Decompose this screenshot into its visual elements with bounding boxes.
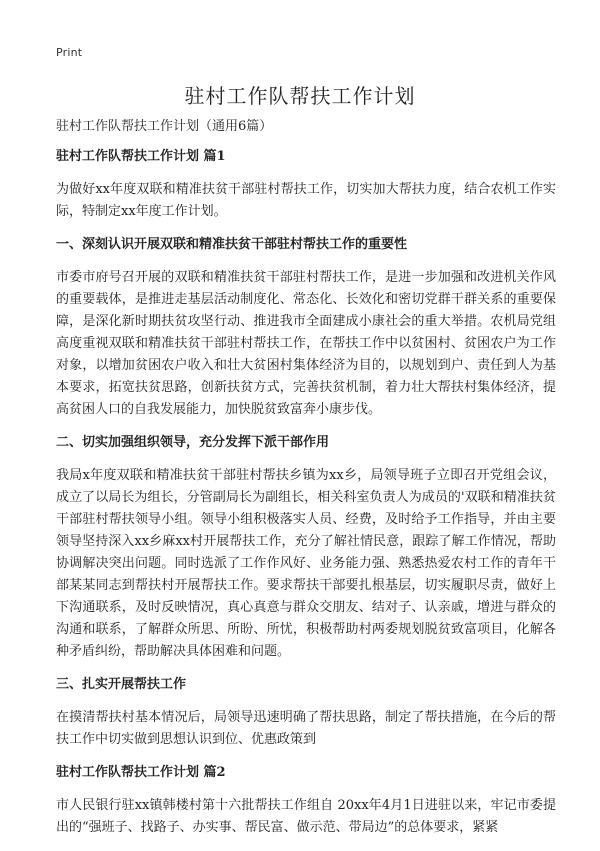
section-heading-3: 三、扎实开展帮扶工作 xyxy=(56,677,187,692)
paragraph: 在摸清帮扶村基本情况后，局领导迅速明确了帮扶思路，制定了帮扶措施，在今后的帮扶工作中切实做到思想认识到位、优惠政策到 xyxy=(56,710,556,747)
document-title: 驻村工作队帮扶工作计划 xyxy=(184,84,416,108)
paragraph: 市人民银行驻xx镇韩楼村第十六批帮扶工作组自 20xx年4月1日进驻以来，牢记市委提出的“强班子、找路子、办实事、帮民富、做示范、带局边”的总体要求，紧紧 xyxy=(56,798,556,835)
document-subtitle: 驻村工作队帮扶工作计划（通用6篇） xyxy=(56,119,273,134)
section-heading-1: 一、深刻认识开展双联和精准扶贫干部驻村帮扶工作的重要性 xyxy=(56,237,408,252)
section-heading-part2: 驻村工作队帮扶工作计划 篇2 xyxy=(56,765,226,780)
paragraph: 为做好xx年度双联和精准扶贫干部驻村帮扶工作，切实加大帮扶力度，结合农机工作实际，特制定xx年度工作计划。 xyxy=(56,182,556,219)
paragraph: 我局x年度双联和精准扶贫干部驻村帮扶乡镇为xx乡，局领导班子立即召开党组会议，成立了以局长为组长，分管副局长为副组长，相关科室负责人为成员的'双联和精准扶贫干部驻村帮扶领导小组。领导小组积极落实人员、经费，及时给予工作指导，并由主要领导坚持深入xx乡麻xx村开展帮扶工作，充分了解社情民意，跟踪了解工作情况，帮助协调解决突出问题。同时选派了工作作风好、业务能力强、熟悉热爱农村工作的青年干部某某同志到帮扶村开展帮扶工作。要求帮扶干部要扎根基层，切实履职尽责，做好上下沟通联系，及时反映情况，真心真意与群众交朋友、结对子、认亲戚，增进与群众的沟通和联系，了解群众所思、所盼、所忧，积极帮助村两委规划脱贫致富项目，化解各种矛盾纠纷，帮助解决具体困难和问题。 xyxy=(56,468,556,659)
section-heading-part1: 驻村工作队帮扶工作计划 篇1 xyxy=(56,149,226,164)
section-heading-2: 二、切实加强组织领导，充分发挥下派干部作用 xyxy=(56,435,330,450)
paragraph: 市委市府号召开展的双联和精准扶贫干部驻村帮扶工作，是进一步加强和改进机关作风的重要载体，是推进走基层活动制度化、常态化、长效化和密切党群干群关系的重要保障，是深化新时期扶贫攻坚行动、推进我市全面建成小康社会的重大举措。农机局党组高度重视双联和精准扶贫干部驻村帮扶工作，在帮扶工作中以贫困村、贫困农户为工作对象，以增加贫困农户收入和壮大贫困村集体经济为目的，以规划到户、责任到人为基本要求，拓宽扶贫思路，创新扶贫方式，完善扶贫机制，着力壮大帮扶村集体经济，提高贫困人口的自我发展能力，加快脱贫致富奔小康步伐。 xyxy=(56,270,556,417)
print-link[interactable]: Print xyxy=(56,46,83,59)
document-body xyxy=(56,117,556,851)
